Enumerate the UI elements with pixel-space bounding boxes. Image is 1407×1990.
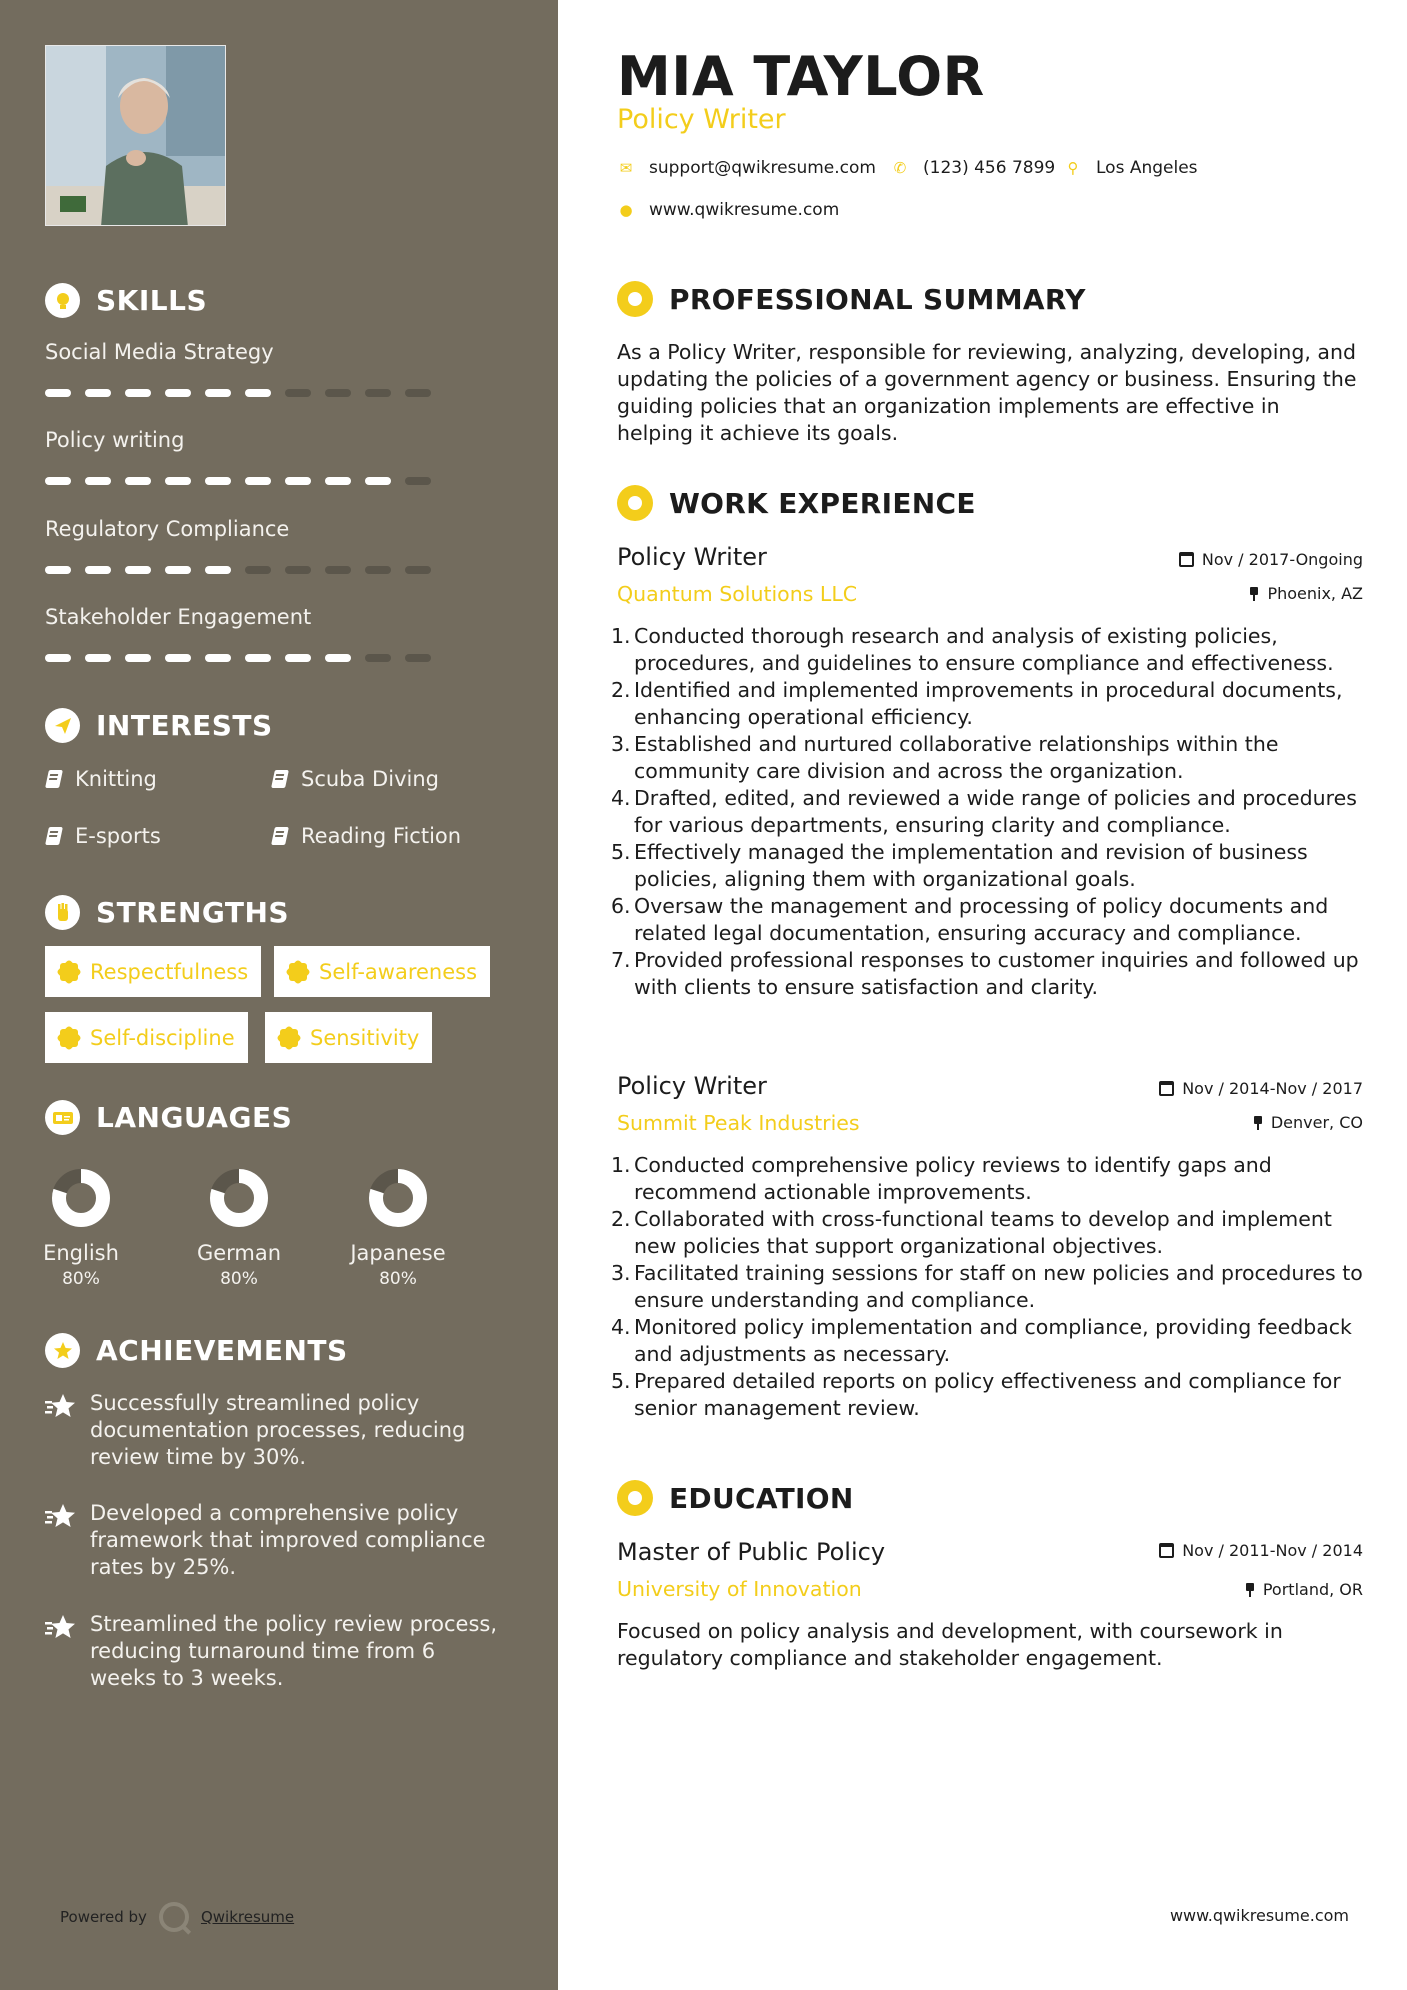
briefcase-icon xyxy=(617,485,653,521)
star-icon xyxy=(45,1500,80,1581)
skill-item xyxy=(45,428,445,485)
skill-level-dash xyxy=(365,477,391,485)
footer-url[interactable]: www.qwikresume.com xyxy=(1169,1906,1349,1925)
badge-icon xyxy=(278,1027,300,1049)
list-item: Provided professional responses to customer inquiries and followed up with clients to ensure satisfaction and clarity. xyxy=(634,948,1359,999)
skill-level-dash xyxy=(85,389,111,397)
skill-level-dash xyxy=(205,654,231,662)
language-item xyxy=(174,1165,304,1289)
education-text: Focused on policy analysis and development, with coursework in regulatory compliance and stakeholder engagement. xyxy=(617,1619,1283,1670)
achievement-text: Developed a comprehensive policy framework that improved compliance rates by 25%. xyxy=(90,1501,486,1579)
skill-level-dash xyxy=(165,477,191,485)
experience-heading xyxy=(617,485,976,521)
skill-level-dash xyxy=(365,654,391,662)
calendar-icon xyxy=(1159,1543,1174,1558)
star-badge-icon xyxy=(45,1333,80,1368)
skill-level-dash xyxy=(125,389,151,397)
skill-level-dash xyxy=(405,389,431,397)
powered-by xyxy=(60,1902,294,1932)
skill-level-dash xyxy=(245,566,271,574)
job-responsibilities xyxy=(634,623,1369,1001)
envelope-icon: ✉ xyxy=(619,159,633,177)
hand-icon xyxy=(45,895,80,930)
lightbulb-icon xyxy=(45,283,80,318)
skill-level-dash xyxy=(125,654,151,662)
education-heading xyxy=(617,1480,854,1516)
pushpin-icon xyxy=(1249,587,1259,601)
contact-phone[interactable] xyxy=(891,158,1055,178)
skill-level-dash xyxy=(125,566,151,574)
skill-label: Policy writing xyxy=(45,428,185,452)
qwikresume-link[interactable]: Qwikresume xyxy=(200,1908,295,1926)
skill-level-dash xyxy=(85,566,111,574)
strength-chip xyxy=(45,1012,248,1063)
skill-level-dash xyxy=(205,566,231,574)
education-location-text: Portland, OR xyxy=(1262,1580,1363,1599)
list-item: Monitored policy implementation and compliance, providing feedback and adjustments as necessary. xyxy=(634,1315,1352,1366)
job-dates-text: Nov / 2014-Nov / 2017 xyxy=(1182,1079,1363,1098)
skill-item xyxy=(45,340,445,397)
sidebar xyxy=(0,0,558,1990)
achievements-title: ACHIEVEMENTS xyxy=(96,1334,348,1367)
job-title: Policy Writer xyxy=(617,1072,767,1100)
strength-label: Sensitivity xyxy=(310,1025,420,1050)
job-dates xyxy=(1179,550,1363,569)
skill-level-dash xyxy=(325,477,351,485)
languages-title: LANGUAGES xyxy=(96,1101,293,1134)
achievement-text: Streamlined the policy review process, reducing turnaround time from 6 weeks to 3 weeks. xyxy=(90,1612,498,1690)
skill-item xyxy=(45,605,445,662)
achievement-text: Successfully streamlined policy documentation processes, reducing review time by 30%. xyxy=(90,1391,466,1469)
location-text: Los Angeles xyxy=(1096,158,1198,178)
education-title: EDUCATION xyxy=(669,1481,854,1515)
calendar-icon xyxy=(1179,552,1194,567)
interest-item xyxy=(271,767,439,791)
skill-label: Stakeholder Engagement xyxy=(45,605,312,629)
job-dates-text: Nov / 2017-Ongoing xyxy=(1201,550,1363,569)
list-item: Drafted, edited, and reviewed a wide range of policies and procedures for various departments, ensuring clarity and compliance. xyxy=(634,786,1357,837)
interest-label: E-sports xyxy=(75,824,161,848)
skill-level-dash xyxy=(165,389,191,397)
skill-level-dash xyxy=(325,566,351,574)
interest-item xyxy=(45,767,157,791)
interest-label: Reading Fiction xyxy=(301,824,462,848)
interest-item xyxy=(45,824,161,848)
skill-level-dash xyxy=(125,477,151,485)
achievement-item xyxy=(45,1500,505,1581)
graduation-cap-icon xyxy=(617,1480,653,1516)
book-icon xyxy=(271,769,289,790)
strengths-heading xyxy=(45,895,289,930)
language-item xyxy=(333,1165,463,1289)
list-item: Identified and implemented improvements in procedural documents, enhancing operational efficiency. xyxy=(634,678,1343,729)
school-name: University of Innovation xyxy=(617,1577,862,1601)
paper-plane-icon xyxy=(45,708,80,743)
skill-label: Social Media Strategy xyxy=(45,340,274,364)
pushpin-icon xyxy=(1245,1583,1255,1597)
skill-level-dash xyxy=(245,654,271,662)
candidate-role: Policy Writer xyxy=(617,104,786,135)
skill-level-bar xyxy=(45,389,445,397)
language-name: Japanese xyxy=(350,1241,446,1265)
list-item: Prepared detailed reports on policy effectiveness and compliance for senior management review. xyxy=(634,1369,1341,1420)
skill-level-dash xyxy=(285,389,311,397)
book-icon xyxy=(45,826,63,847)
skill-level-dash xyxy=(45,477,71,485)
skill-level-bar xyxy=(45,654,445,662)
badge-icon xyxy=(58,961,80,983)
summary-heading xyxy=(617,281,1086,317)
job-company: Summit Peak Industries xyxy=(617,1111,860,1135)
badge-icon xyxy=(287,961,309,983)
skill-item xyxy=(45,517,445,574)
job-location xyxy=(1249,584,1363,603)
globe-icon: ● xyxy=(619,201,633,219)
skill-level-dash xyxy=(245,389,271,397)
language-item xyxy=(16,1165,146,1289)
list-item: Conducted thorough research and analysis of existing policies, procedures, and guidelines to ensure compliance and effectiveness. xyxy=(634,624,1334,675)
skill-level-dash xyxy=(285,477,311,485)
skill-label: Regulatory Compliance xyxy=(45,517,290,541)
skill-level-dash xyxy=(245,477,271,485)
skill-level-dash xyxy=(205,389,231,397)
profile-photo-image xyxy=(46,46,226,226)
strength-chip xyxy=(274,946,490,997)
summary-text: As a Policy Writer, responsible for reviewing, analyzing, developing, and updating the policies of a government agency or business. Ensuring the guiding policies that an organization implements are effective in helping it achieve its goals. xyxy=(617,340,1357,445)
skill-level-dash xyxy=(405,566,431,574)
book-icon xyxy=(45,769,63,790)
contact-website[interactable] xyxy=(617,200,839,220)
summary-title: PROFESSIONAL SUMMARY xyxy=(669,282,1086,316)
star-icon xyxy=(45,1390,80,1471)
list-item: Oversaw the management and processing of policy documents and related legal documentation, ensuring accuracy and compliance. xyxy=(634,894,1329,945)
language-proficiency-donut xyxy=(48,1165,114,1231)
candidate-name: MIA TAYLOR xyxy=(617,45,985,108)
website-text: www.qwikresume.com xyxy=(649,200,840,220)
skill-level-dash xyxy=(405,654,431,662)
interests-title: INTERESTS xyxy=(96,709,273,742)
skill-level-dash xyxy=(405,477,431,485)
skill-level-bar xyxy=(45,477,445,485)
list-item: Collaborated with cross-functional teams to develop and implement new policies that support organizational objectives. xyxy=(634,1207,1332,1258)
degree-title: Master of Public Policy xyxy=(617,1538,886,1566)
skill-level-bar xyxy=(45,566,445,574)
job-responsibilities xyxy=(634,1152,1369,1422)
skill-level-dash xyxy=(165,566,191,574)
job-location-text: Denver, CO xyxy=(1270,1113,1363,1132)
education-dates xyxy=(1159,1541,1363,1560)
skill-level-dash xyxy=(85,654,111,662)
list-item: Established and nurtured collaborative relationships within the community care division and across the organization. xyxy=(634,732,1279,783)
job-company: Quantum Solutions LLC xyxy=(617,582,858,606)
skill-level-dash xyxy=(285,654,311,662)
list-item: Facilitated training sessions for staff on new policies and procedures to ensure understanding and compliance. xyxy=(634,1261,1363,1312)
language-name: German xyxy=(196,1241,282,1265)
job-location-text: Phoenix, AZ xyxy=(1267,584,1363,603)
strength-chip xyxy=(45,946,261,997)
skill-level-dash xyxy=(45,389,71,397)
contact-email[interactable] xyxy=(617,158,876,178)
interest-item xyxy=(271,824,461,848)
skill-level-dash xyxy=(45,654,71,662)
email-text: support@qwikresume.com xyxy=(649,158,876,178)
language-name: English xyxy=(43,1241,119,1265)
strength-label: Respectfulness xyxy=(90,959,249,984)
powered-by-label: Powered by xyxy=(60,1908,147,1926)
skill-level-dash xyxy=(205,477,231,485)
star-icon xyxy=(45,1611,80,1692)
skill-level-dash xyxy=(285,566,311,574)
job-title: Policy Writer xyxy=(617,543,767,571)
interest-label: Knitting xyxy=(75,767,157,791)
language-proficiency-donut xyxy=(206,1165,272,1231)
language-percent: 80% xyxy=(379,1269,417,1289)
list-item: Conducted comprehensive policy reviews to identify gaps and recommend actionable improvements. xyxy=(634,1153,1272,1204)
user-icon xyxy=(617,281,653,317)
phone-icon: ✆ xyxy=(893,159,907,177)
skill-level-dash xyxy=(45,566,71,574)
achievements-heading xyxy=(45,1333,348,1368)
experience-title: WORK EXPERIENCE xyxy=(669,486,976,520)
languages-heading xyxy=(45,1100,292,1135)
map-pin-icon: ⚲ xyxy=(1067,159,1079,177)
skill-level-dash xyxy=(325,389,351,397)
job-dates xyxy=(1159,1079,1363,1098)
skill-level-dash xyxy=(365,566,391,574)
strength-label: Self-discipline xyxy=(90,1025,235,1050)
strength-label: Self-awareness xyxy=(319,959,478,984)
skill-level-dash xyxy=(85,477,111,485)
id-card-icon xyxy=(45,1100,80,1135)
skill-level-dash xyxy=(365,389,391,397)
education-location xyxy=(1245,1580,1363,1599)
skills-heading xyxy=(45,283,207,318)
qwikresume-logo-icon xyxy=(159,1902,189,1932)
skill-level-dash xyxy=(325,654,351,662)
skills-title: SKILLS xyxy=(96,284,208,317)
job-location xyxy=(1253,1113,1363,1132)
skill-level-dash xyxy=(165,654,191,662)
language-proficiency-donut xyxy=(365,1165,431,1231)
contact-location xyxy=(1064,158,1198,178)
language-percent: 80% xyxy=(220,1269,258,1289)
profile-photo xyxy=(45,45,226,226)
pushpin-icon xyxy=(1253,1116,1263,1130)
achievement-item xyxy=(45,1390,505,1471)
list-item: Effectively managed the implementation and revision of business policies, aligning them with organizational goals. xyxy=(634,840,1308,891)
language-percent: 80% xyxy=(62,1269,100,1289)
interests-heading xyxy=(45,708,273,743)
badge-icon xyxy=(58,1027,80,1049)
strength-chip xyxy=(265,1012,432,1063)
achievement-item xyxy=(45,1611,505,1692)
education-dates-text: Nov / 2011-Nov / 2014 xyxy=(1182,1541,1363,1560)
phone-text: (123) 456 7899 xyxy=(923,158,1056,178)
book-icon xyxy=(271,826,289,847)
calendar-icon xyxy=(1159,1081,1174,1096)
strengths-title: STRENGTHS xyxy=(96,896,290,929)
interest-label: Scuba Diving xyxy=(301,767,439,791)
